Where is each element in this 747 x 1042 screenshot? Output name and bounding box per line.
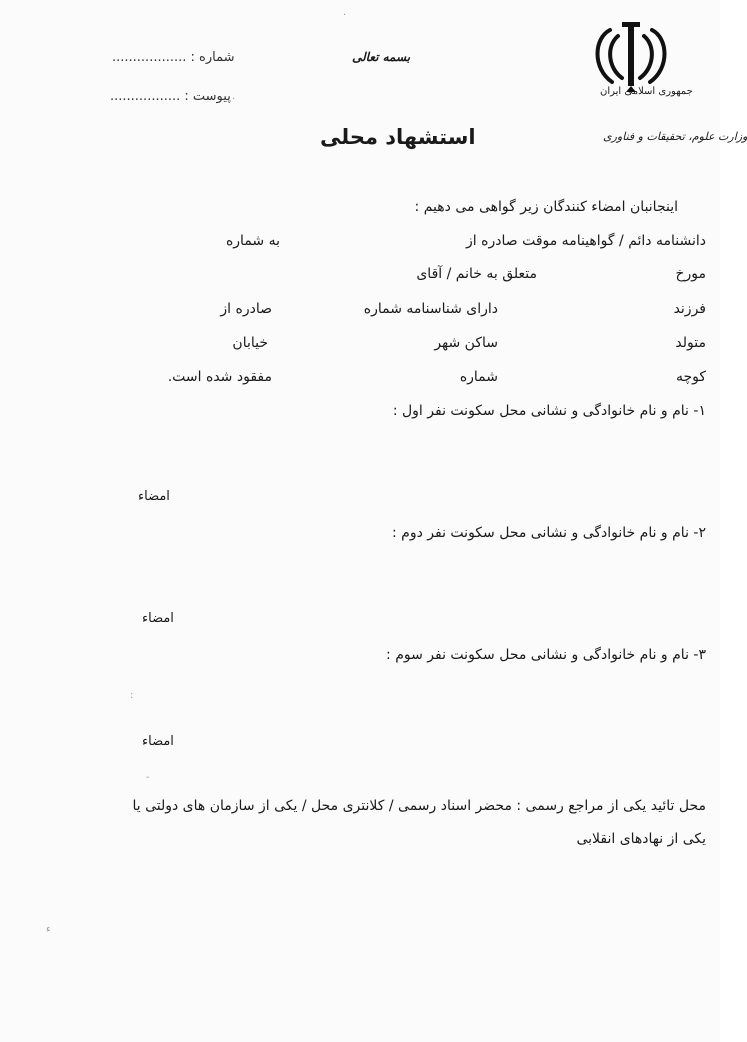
row-5-left: مفقود شده است. — [167, 369, 272, 385]
row-5-middle: شماره — [459, 369, 498, 385]
row-1-left: به شماره — [225, 233, 280, 249]
number-field: شماره : .................. — [112, 50, 235, 65]
row-5-right: کوچه — [675, 369, 706, 385]
iran-emblem-icon — [588, 16, 674, 96]
witness-2-label: ۲- نام و نام خانوادگی و نشانی محل سکونت نفر دوم : — [392, 525, 706, 541]
row-2-right: مورخ — [675, 266, 706, 282]
row-4-left: خیابان — [232, 335, 268, 351]
scan-speck: - — [146, 772, 150, 783]
witness-1-label: ۱- نام و نام خانوادگی و نشانی محل سکونت نفر اول : — [392, 403, 706, 419]
scan-speck: ء — [46, 924, 51, 935]
scan-speck: · — [343, 10, 347, 21]
scan-speck: · — [232, 94, 236, 105]
footer-line-1: محل تائید یکی از مراجع رسمی : محضر اسناد رسمی / کلانتری محل / یکی از سازمان های دولتی یا — [132, 798, 706, 814]
row-4-right: متولد — [675, 335, 706, 351]
page-title: استشهاد محلی — [320, 125, 476, 149]
scan-speck: : — [130, 690, 134, 701]
row-3-middle: دارای شناسنامه شماره — [363, 301, 498, 317]
witness-2-signature: امضاء — [142, 611, 174, 626]
row-4-middle: ساکن شهر — [434, 335, 498, 351]
witness-1-signature: امضاء — [138, 489, 170, 504]
bismillah: بسمه تعالی — [352, 50, 411, 64]
footer-line-2: یکی از نهادهای انقلابی — [576, 831, 706, 847]
row-1-right: دانشنامه دائم / گواهینامه موقت صادره از — [466, 233, 706, 249]
witness-3-signature: امضاء — [142, 734, 174, 749]
witness-3-label: ۳- نام و نام خانوادگی و نشانی محل سکونت نفر سوم : — [386, 647, 706, 663]
country-caption: جمهوری اسلامی ایران — [600, 86, 693, 97]
attachment-field: پیوست : ................. — [110, 89, 231, 104]
ministry-name: وزارت علوم، تحقیقات و فناوری — [603, 130, 747, 143]
intro-text: اینجانبان امضاء کنندگان زیر گواهی می دهیم : — [414, 199, 678, 215]
row-3-right: فرزند — [673, 301, 706, 317]
row-2-middle: متعلق به خانم / آقای — [416, 266, 537, 282]
row-3-left: صادره از — [220, 301, 272, 317]
